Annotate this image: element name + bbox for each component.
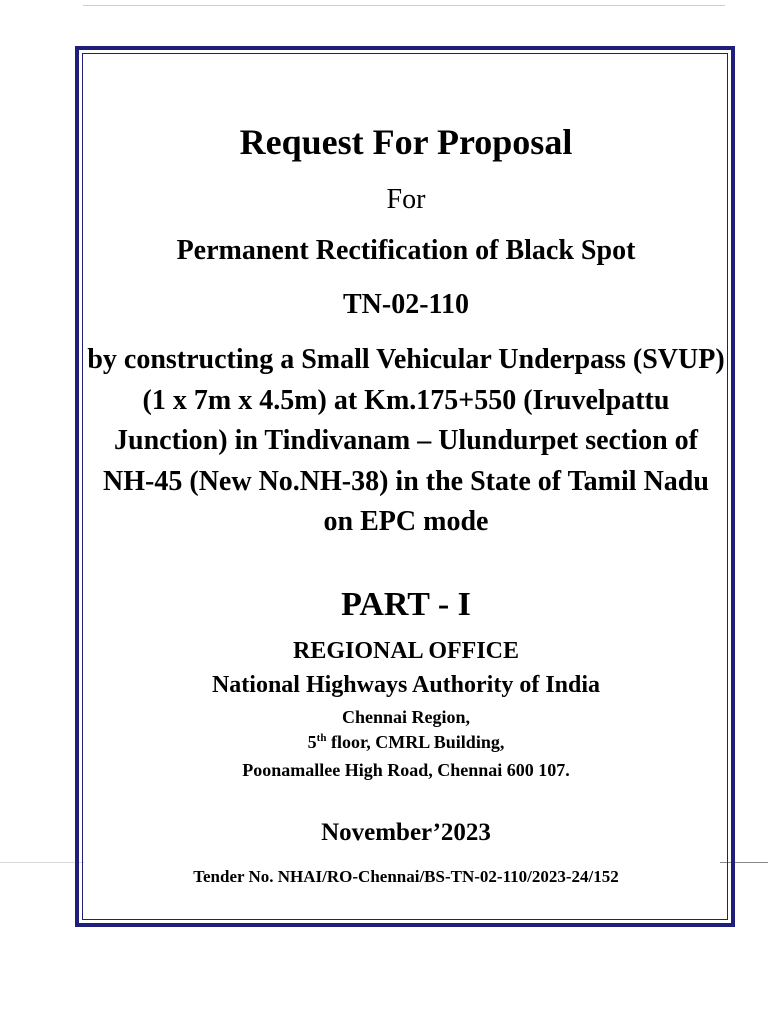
black-spot-code: TN-02-110 <box>343 289 469 320</box>
top-divider <box>83 5 725 6</box>
part-heading: PART - I <box>341 586 471 623</box>
project-subject: Permanent Rectification of Black Spot <box>176 235 636 266</box>
office-heading: REGIONAL OFFICE <box>292 638 520 664</box>
floor-number: 5 <box>307 732 317 752</box>
address-floor-line <box>85 732 727 753</box>
project-description: by constructing a Small Vehicular Underpass (SVUP) (1 x 7m x 4.5m) at Km.175+550 (Iruvelpattu Junction) in Tindivanam – Ulundurpet section of NH-45 (New No.NH-38) in the State of Tamil Nadu on EPC mode <box>87 344 725 538</box>
address-road-line: Poonamallee High Road, Chennai 600 107. <box>242 760 570 780</box>
floor-suffix: th <box>316 732 327 744</box>
left-margin-divider <box>0 862 84 863</box>
issue-date: November’2023 <box>321 819 491 846</box>
organisation-name: National Highways Authority of India <box>211 672 601 698</box>
floor-rest: floor, CMRL Building, <box>326 732 505 752</box>
document-title: Request For Proposal <box>239 122 573 162</box>
region-line: Chennai Region, <box>341 707 471 727</box>
for-label: For <box>386 184 426 215</box>
tender-number: Tender No. NHAI/RO-Chennai/BS-TN-02-110/2023-24/152 <box>193 867 619 886</box>
